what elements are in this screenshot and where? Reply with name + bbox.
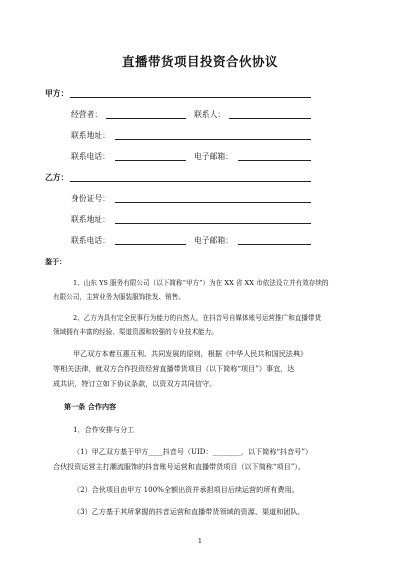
party-a-phone-label: 联系电话： <box>71 152 110 161</box>
clause-1-line-1: 1、山东 YS 服务有限公司（以下简称“甲方”）为在 XX 省 XX 市依法设立并有效存续的 <box>73 279 329 287</box>
party-b-label: 乙方： <box>45 173 69 182</box>
article-1-para-1-line-2: 合伙投资运营主打潮流服饰的抖音账号运营和直播带货项目（以下简称“项目”）。 <box>53 462 305 471</box>
intro-line-3: 成共识，特订立如下协议条款，以资双方共同信守。 <box>53 379 217 388</box>
party-a-operator-label: 经营者： <box>71 110 103 119</box>
party-b-address-line <box>115 223 311 224</box>
party-a-contact-label: 联系人： <box>194 110 226 119</box>
party-b-id-line <box>115 202 311 203</box>
party-b-phone-line <box>115 244 186 245</box>
party-b-email-label: 电子邮箱： <box>194 236 233 245</box>
party-b-id-label: 身份证号： <box>71 194 110 203</box>
clause-2-line-2: 领域拥有丰富的经验、渠道资源和较强的专业技术能力。 <box>53 328 218 336</box>
article-1-heading: 第一条 合作内容 <box>64 402 117 411</box>
page-number: 1 <box>197 537 203 545</box>
party-a-label: 甲方： <box>45 89 69 98</box>
clause-1-line-2: 有限公司，主营业务为服装服饰批发、销售。 <box>53 293 185 301</box>
party-a-phone-line <box>115 160 186 161</box>
party-a-address-label: 联系地址： <box>71 131 110 140</box>
document-title: 直播带货项目投资合伙协议 <box>121 54 278 69</box>
clause-2-line-1: 2、乙方为具有完全民事行为能力的自然人，在抖音号自媒体账号运营推广和直播带货 <box>73 314 322 322</box>
article-1-para-3: （3）乙方基于其所掌握的抖音运营和直播带货领域的资源、渠道和团队、 <box>73 507 305 516</box>
party-a-email-label: 电子邮箱： <box>194 152 233 161</box>
party-b-address-label: 联系地址： <box>71 215 110 224</box>
party-a-contact-line <box>229 118 311 119</box>
party-a-operator-line <box>106 118 186 119</box>
party-b-phone-label: 联系电话： <box>71 236 110 245</box>
party-a-name-line <box>70 97 311 98</box>
intro-line-2: 等相关法律，就双方合作投资经营直播带货项目（以下简称“项目”）事宜，达 <box>53 364 295 373</box>
party-b-email-line <box>238 244 311 245</box>
article-1-para-1-line-1: （1）甲乙双方基于甲方____抖音号（UID：________，以下简称“抖音号”） <box>73 447 313 456</box>
party-a-email-line <box>238 160 311 161</box>
whereas-heading: 鉴于： <box>45 257 67 266</box>
party-a-address-line <box>115 139 311 140</box>
party-b-name-line <box>70 181 311 182</box>
article-1-para-2: （2）合伙项目由甲方 100%全额出资并承担项目后续运营的所有费用。 <box>73 485 299 494</box>
intro-line-1: 甲乙双方本着互惠互利、共同发展的原则，根据《中华人民共和国民法典》 <box>73 349 308 358</box>
article-1-subheading: 1．合作安排与分工 <box>73 425 135 434</box>
